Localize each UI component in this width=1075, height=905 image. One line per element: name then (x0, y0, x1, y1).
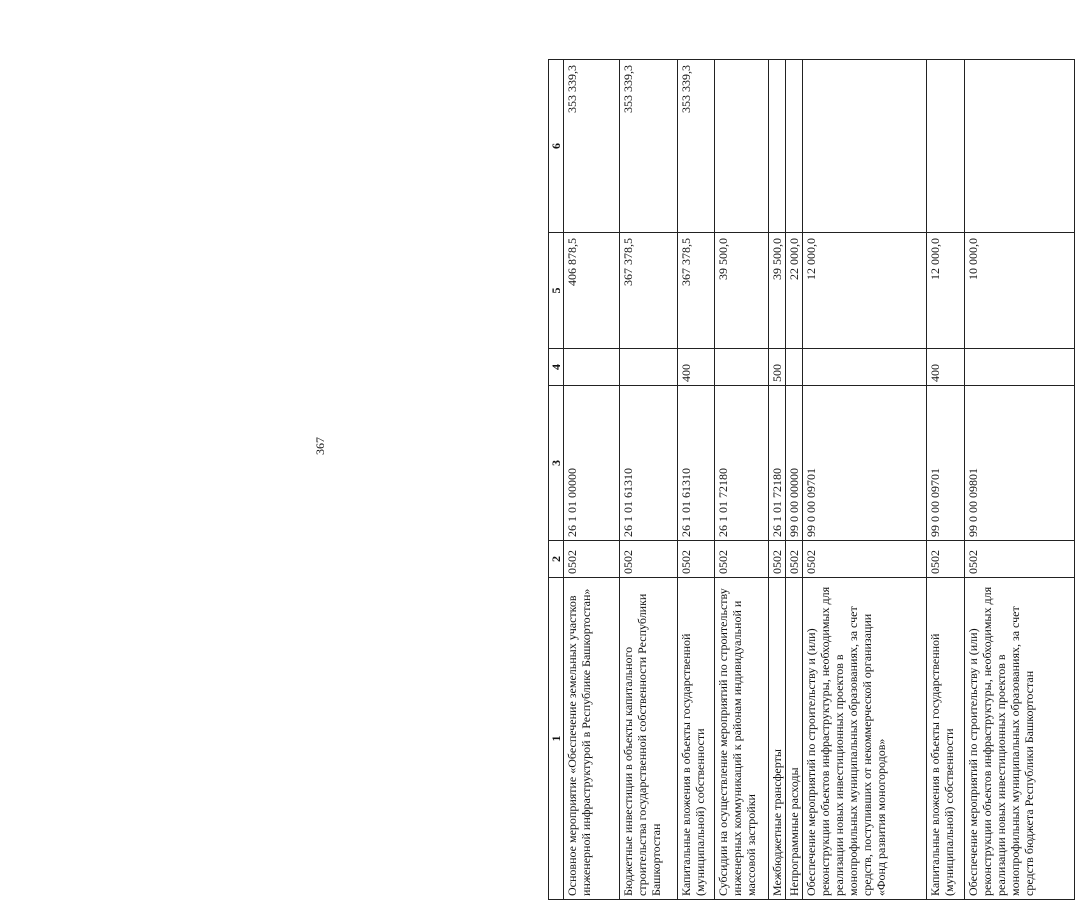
row-type (965, 349, 1075, 386)
header-col-4: 4 (549, 349, 564, 386)
row-section: 0502 (927, 541, 965, 578)
row-section: 0502 (620, 541, 678, 578)
budget-table (548, 59, 1075, 900)
rotated-table-container (548, 60, 1036, 900)
row-type (564, 349, 620, 386)
row-sum-5: 406 878,5 (564, 233, 620, 349)
row-sum-6 (769, 60, 786, 233)
row-sum-5: 39 500,0 (769, 233, 786, 349)
table-row (769, 60, 786, 900)
table-row (620, 60, 678, 900)
row-name: Обеспечение мероприятий по строительству и (или) реконструкции объектов инфраструктуры, необходимых для реализации новых инвестиционных проектов в монопрофильных муниципальных образованиях, за счет средств бюджета Республики Башкортостан (965, 578, 1075, 900)
row-section: 0502 (678, 541, 715, 578)
table-row (965, 60, 1075, 900)
table-row (678, 60, 715, 900)
row-section: 0502 (715, 541, 769, 578)
row-section: 0502 (564, 541, 620, 578)
row-type: 400 (678, 349, 715, 386)
row-name: Основное мероприятие «Обеспечение земельных участков инженерной инфраструктурой в Республике Башкортостан» (564, 578, 620, 900)
table-row (803, 60, 927, 900)
header-row (549, 60, 564, 900)
row-name: Капитальные вложения в объекты государственной (муниципальной) собственности (678, 578, 715, 900)
row-sum-5: 12 000,0 (927, 233, 965, 349)
row-code: 26 1 01 61310 (678, 386, 715, 541)
header-col-6: 6 (549, 60, 564, 233)
row-sum-6: 353 339,3 (678, 60, 715, 233)
row-code: 26 1 01 61310 (620, 386, 678, 541)
row-sum-5: 367 378,5 (620, 233, 678, 349)
row-sum-6 (803, 60, 927, 233)
row-code: 99 0 00 09701 (927, 386, 965, 541)
row-sum-5: 12 000,0 (803, 233, 927, 349)
row-type (786, 349, 803, 386)
row-code: 99 0 00 09801 (965, 386, 1075, 541)
row-section: 0502 (769, 541, 786, 578)
row-type: 500 (769, 349, 786, 386)
row-code: 99 0 00 00000 (786, 386, 803, 541)
row-sum-6 (786, 60, 803, 233)
page-number: 367 (313, 437, 327, 455)
row-code: 26 1 01 72180 (715, 386, 769, 541)
row-name: Межбюджетные трансферты (769, 578, 786, 900)
row-sum-6: 353 339,3 (564, 60, 620, 233)
row-section: 0502 (786, 541, 803, 578)
header-col-1: 1 (549, 578, 564, 900)
row-type (620, 349, 678, 386)
header-col-3: 3 (549, 386, 564, 541)
row-type (715, 349, 769, 386)
row-name: Бюджетные инвестиции в объекты капитального строительства государственной собственности Республики Башкортостан (620, 578, 678, 900)
row-sum-6 (965, 60, 1075, 233)
row-name: Капитальные вложения в объекты государственной (муниципальной) собственности (927, 578, 965, 900)
row-section: 0502 (803, 541, 927, 578)
table-row (564, 60, 620, 900)
row-sum-5: 22 000,0 (786, 233, 803, 349)
row-code: 26 1 01 72180 (769, 386, 786, 541)
table-row (786, 60, 803, 900)
row-section: 0502 (965, 541, 1075, 578)
header-col-5: 5 (549, 233, 564, 349)
row-code: 26 1 01 00000 (564, 386, 620, 541)
row-sum-6: 353 339,3 (620, 60, 678, 233)
row-name: Субсидии на осуществление мероприятий по строительству инженерных коммуникаций к районам индивидуальной и массовой застройки (715, 578, 769, 900)
row-sum-5: 39 500,0 (715, 233, 769, 349)
table-row (927, 60, 965, 900)
row-name: Обеспечение мероприятий по строительству и (или) реконструкции объектов инфраструктуры, необходимых для реализации новых инвестиционных проектов в монопрофильных муниципальных образованиях, за счет средств, поступивших от некоммерческой организации «Фонд развития моногородов» (803, 578, 927, 900)
header-col-2: 2 (549, 541, 564, 578)
row-sum-6 (927, 60, 965, 233)
row-type: 400 (927, 349, 965, 386)
row-type (803, 349, 927, 386)
row-name: Непрограммные расходы (786, 578, 803, 900)
row-sum-5: 367 378,5 (678, 233, 715, 349)
row-sum-5: 10 000,0 (965, 233, 1075, 349)
row-sum-6 (715, 60, 769, 233)
row-code: 99 0 00 09701 (803, 386, 927, 541)
table-row (715, 60, 769, 900)
